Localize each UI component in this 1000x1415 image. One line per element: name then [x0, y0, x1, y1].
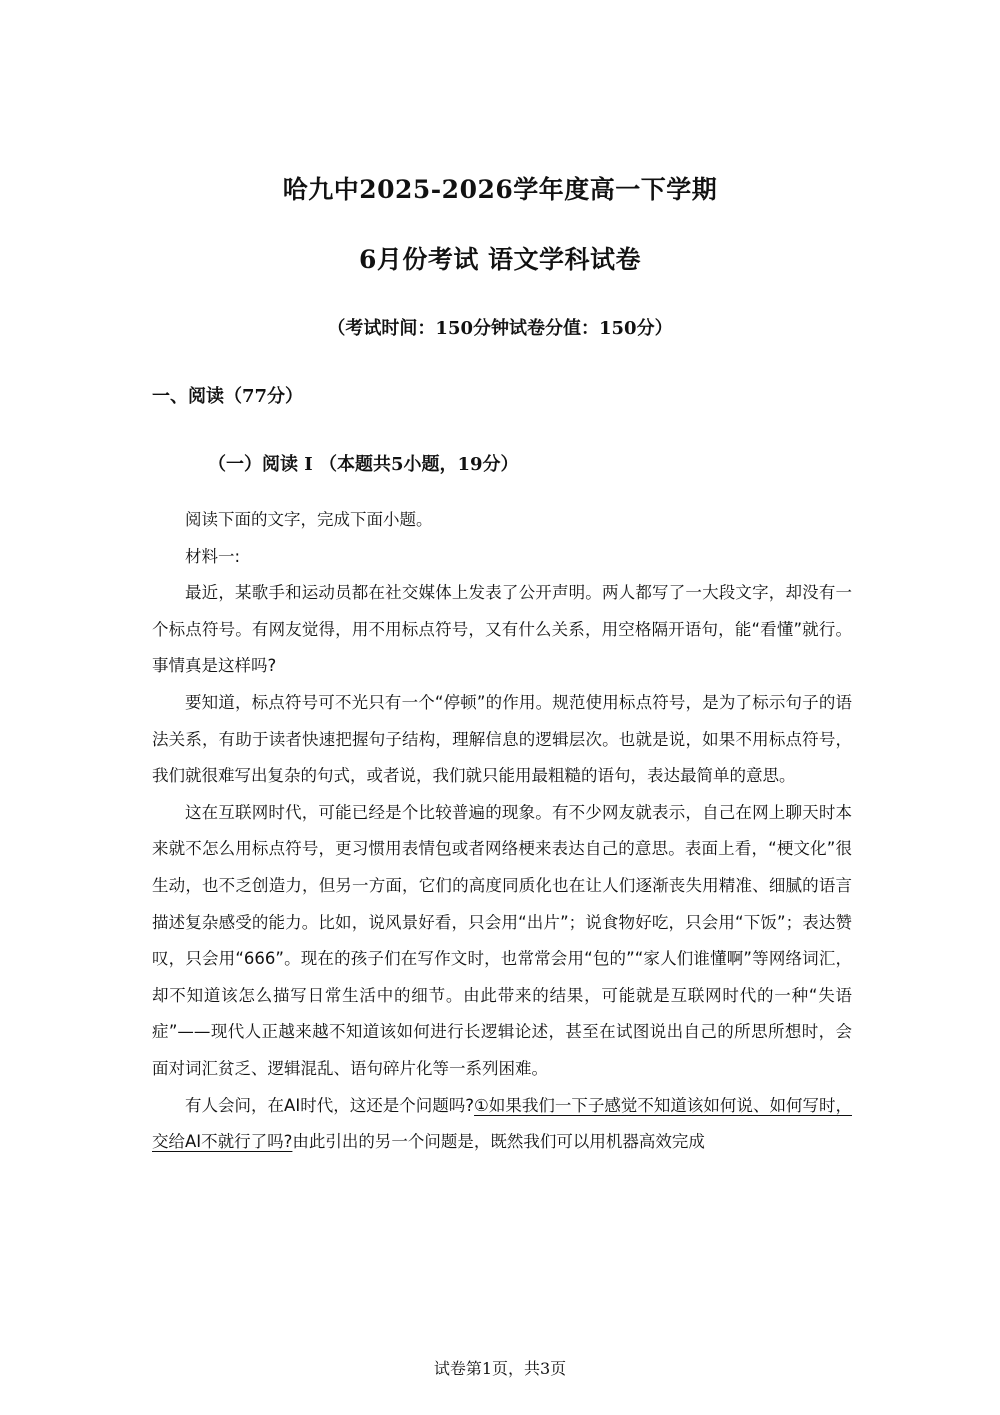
exam-title-line2: 6月份考试 语文学科试卷: [358, 245, 642, 274]
material-label: 材料一:: [185, 546, 241, 566]
page-footer: 试卷第1页，共3页: [433, 1359, 567, 1378]
subsection-heading: （一）阅读 I （本题共5小题，19分）: [208, 454, 519, 475]
paragraph-2: 要知道，标点符号可不光只有一个“停顿”的作用。规范使用标点符号，是为了标示句子的语法关系，有助于读者快速把握句子结构，理解信息的逻辑层次。也就是说，如果不用标点符号，我们就很难写出复杂的句式，或者说，我们就只能用最粗糙的语句，表达最简单的意思。: [152, 692, 852, 786]
instruction-text: 阅读下面的文字，完成下面小题。: [185, 510, 433, 529]
paragraph-1: 最近，某歌手和运动员都在社交媒体上发表了公开声明。两人都写了一大段文字，却没有一个标点符号。有网友觉得，用不用标点符号，又有什么关系，用空格隔开语句，能“看懂”就行。事情真是这样吗?: [152, 583, 852, 676]
exam-title-line1: 哈九中2025-2026学年度高一下学期: [282, 175, 718, 204]
paragraph-4: [152, 1088, 852, 1161]
reading-passage: [152, 502, 852, 1161]
paragraph-4-end: 由此引出的另一个问题是，既然我们可以用机器高效完成: [292, 1132, 705, 1152]
underlined-sentence-1: ①如果我们一下子感觉不知道该如何说、如何写时，交给AI不就行了吗?: [152, 1095, 852, 1152]
exam-info: （考试时间：150分钟试卷分值：150分）: [327, 318, 673, 339]
section-heading: 一、阅读（77分）: [152, 386, 304, 407]
paragraph-4-start: 有人会问，在AI时代，这还是个问题吗?: [185, 1095, 475, 1115]
paragraph-3: 这在互联网时代，可能已经是个比较普遍的现象。有不少网友就表示，自己在网上聊天时本来就不怎么用标点符号，更习惯用表情包或者网络梗来表达自己的意思。表面上看，“梗文化”很生动，也不乏创造力，但另一方面，它们的高度同质化也在让人们逐渐丧失用精准、细腻的语言描述复杂感受的能力。比如，说风景好看，只会用“出片”；说食物好吃，只会用“下饭”；表达赞叹，只会用“666”。现在的孩子们在写作文时，也常常会用“包的”“家人们谁懂啊”等网络词汇，却不知道该怎么描写日常生活中的细节。由此带来的结果，可能就是互联网时代的一种“失语症”——现代人正越来越不知道该如何进行长逻辑论述，甚至在试图说出自己的所思所想时，会面对词汇贫乏、逻辑混乱、语句碎片化等一系列困难。: [152, 802, 852, 1078]
